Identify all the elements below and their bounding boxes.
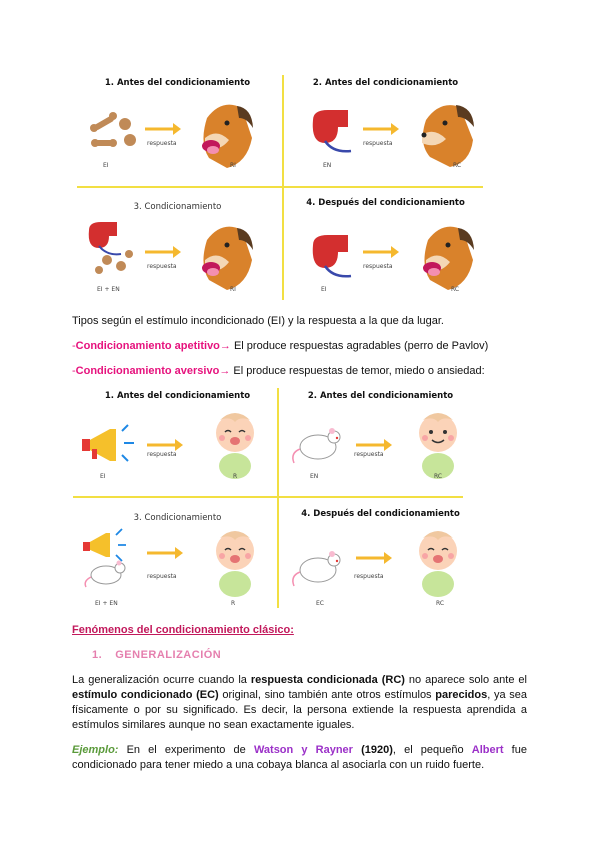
generalization-item [92, 648, 547, 663]
response-label: RI [230, 286, 236, 293]
stimulus-label: EI [100, 473, 106, 480]
whistle-bones-icon [85, 220, 145, 280]
pavlov-diagram [75, 70, 485, 300]
para-bold-ec: estímulo condicionado (EC) [72, 689, 219, 701]
arrow-icon [356, 551, 392, 565]
response-label: RC [436, 600, 445, 607]
arrow-label: respuesta [147, 263, 177, 270]
example-paragraph [72, 743, 527, 773]
stimulus-label: EN [323, 162, 332, 169]
panel-title: 4. Después del condicionamiento [306, 198, 465, 208]
phenomena-heading-text: Fenómenos del condicionamiento clásico: [72, 624, 294, 636]
panel-after [278, 501, 483, 611]
para-text: original, sino también ante otros estímulos [218, 689, 436, 701]
arrow-label: respuesta [147, 451, 177, 458]
response-label: R [233, 473, 238, 480]
diagram-divider-horizontal [77, 186, 483, 188]
dog-drooling-icon [418, 220, 478, 290]
arrow-label: respuesta [147, 140, 177, 147]
stimulus-label: EI [321, 286, 327, 293]
para-bold-rc: respuesta condicionada (RC) [250, 674, 405, 686]
dog-drooling-icon [197, 98, 257, 168]
appetitive-prefix: - [72, 340, 76, 352]
arrow-icon [147, 438, 183, 452]
stimulus-label: EC [316, 600, 324, 607]
panel-title: 2. Antes del condicionamiento [312, 78, 459, 88]
item-number: 1. [92, 649, 103, 661]
arrow-icon [363, 245, 399, 259]
panel-title: 1. Antes del condicionamiento [104, 391, 251, 401]
diagram-divider-horizontal [73, 496, 463, 498]
stimulus-label: EI + EN [95, 600, 118, 607]
panel-title: 3. Condicionamiento [133, 513, 222, 523]
para-text: La generalización ocurre cuando la [72, 674, 251, 686]
para-bold-parecidos: parecidos [435, 689, 488, 701]
dog-icon [418, 95, 478, 165]
arrow-label: respuesta [354, 573, 384, 580]
panel-after [283, 190, 488, 300]
stimulus-label: EN [310, 473, 319, 480]
whistle-icon [303, 105, 363, 155]
aversive-desc: El produce respuestas de temor, miedo o ansiedad: [230, 365, 485, 377]
panel-conditioning [75, 501, 280, 611]
aversive-term: Condicionamiento aversivo [75, 365, 220, 377]
para-text: , ya sea físicamente o por su significado. Es decir, la persona extiende la respuesta aprendida a estímulos similares aunque no sean exactamente iguales. [72, 689, 527, 731]
little-albert-diagram [75, 383, 485, 609]
aversive-line [72, 364, 527, 379]
baby-crying-icon [413, 526, 463, 596]
panel-conditioning [75, 190, 280, 300]
arrow-icon [145, 122, 181, 136]
response-label: RC [434, 473, 443, 480]
example-year: (1920) [361, 744, 393, 756]
example-text: fue condicionado para tener miedo a una cobaya blanca al asociarla con un ruido fuerte. [72, 744, 527, 771]
arrow-icon [145, 245, 181, 259]
arrow-icon [363, 122, 399, 136]
item-title: GENERALIZACIÓN [115, 649, 222, 661]
dog-drooling-icon [197, 220, 257, 290]
arrow-icon [356, 438, 392, 452]
arrow-label: respuesta [354, 451, 384, 458]
generalization-paragraph [72, 673, 527, 733]
appetitive-desc: El produce respuestas agradables (perro de Pavlov) [230, 340, 489, 352]
whistle-icon [303, 230, 363, 280]
appetitive-term: Condicionamiento apetitivo [75, 340, 220, 352]
panel-title: 1. Antes del condicionamiento [104, 78, 251, 88]
white-rat-icon [288, 423, 348, 468]
panel-before-2 [278, 383, 483, 493]
arrow-icon [147, 546, 183, 560]
panel-before-1 [75, 70, 280, 180]
arrow-label: respuesta [363, 140, 393, 147]
baby-happy-icon [413, 408, 463, 478]
aversive-arrow: → [219, 365, 231, 377]
phenomena-heading [72, 623, 527, 638]
response-label: R [231, 600, 236, 607]
white-rat-icon [288, 546, 348, 591]
megaphone-rat-icon [80, 529, 140, 589]
panel-title: 4. Después del condicionamiento [301, 509, 460, 519]
example-albert: Albert [471, 744, 504, 756]
panel-title: 2. Antes del condicionamiento [307, 391, 454, 401]
stimulus-label: EI + EN [97, 286, 120, 293]
response-label: RC [453, 162, 462, 169]
bones-icon [85, 110, 145, 160]
aversive-prefix: - [72, 365, 76, 377]
appetitive-line [72, 339, 527, 354]
response-label: RI [230, 162, 236, 169]
para-text: no aparece solo ante el [404, 674, 527, 686]
baby-crying-icon [210, 408, 260, 478]
example-text [353, 744, 361, 756]
panel-before-2 [283, 70, 488, 180]
panel-before-1 [75, 383, 280, 493]
example-text: , el pequeño [392, 744, 472, 756]
example-text: En el experimento de [118, 744, 254, 756]
stimulus-label: EI [103, 162, 109, 169]
types-sentence: Tipos según el estímulo incondicionado (EI) y la respuesta a la que da lugar. [72, 315, 444, 327]
appetitive-arrow: → [219, 340, 231, 352]
example-label: Ejemplo: [72, 744, 119, 756]
arrow-label: respuesta [363, 263, 393, 270]
response-label: RC [451, 286, 460, 293]
panel-title: 3. Condicionamiento [133, 202, 222, 212]
megaphone-icon [80, 423, 140, 473]
baby-crying-icon [210, 526, 260, 596]
example-authors: Watson y Rayner [253, 744, 353, 756]
arrow-label: respuesta [147, 573, 177, 580]
